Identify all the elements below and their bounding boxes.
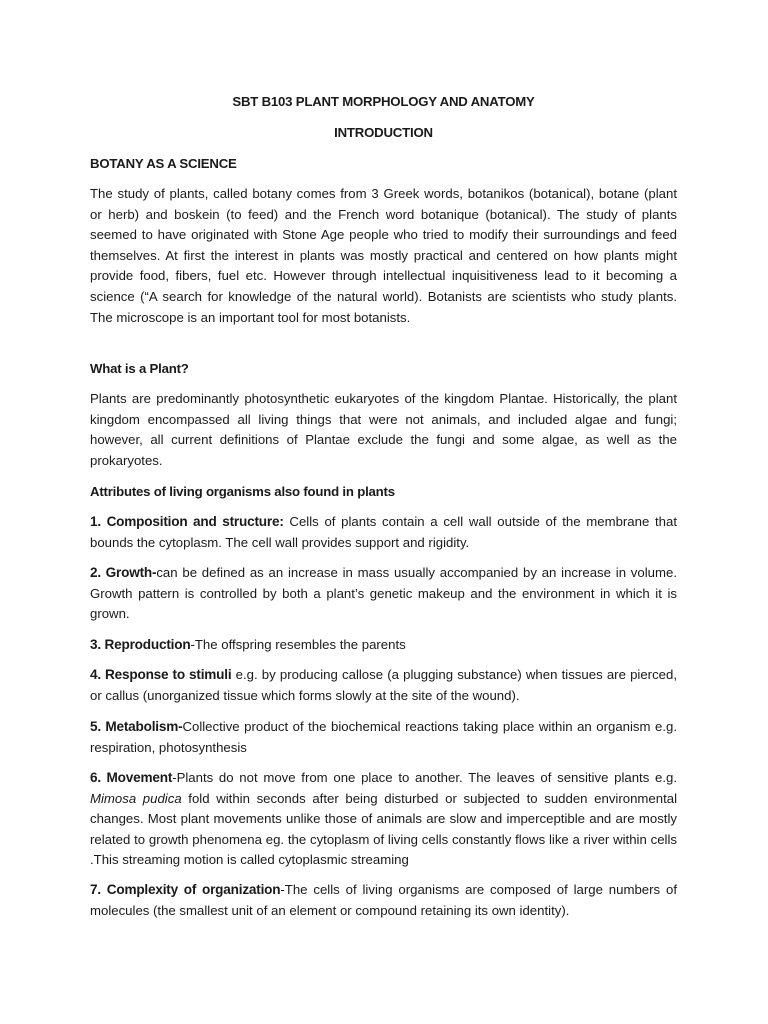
botany-heading: BOTANY AS A SCIENCE: [90, 156, 237, 171]
attribute-text: Collective product of the biochemical reactions taking place within an organism e.g. respiration, photosynthesis: [90, 719, 678, 755]
attribute-lead: 5. Metabolism-: [90, 719, 183, 734]
attribute-lead: 6. Movement: [90, 770, 173, 785]
attribute-lead: 1. Composition and structure:: [90, 514, 284, 529]
botany-paragraph: The study of plants, called botany comes from 3 Greek words, botanikos (botanical), botane (plant or herb) and boskein (to feed) and the French word botanique (botanical). The study of plants seemed to have originated with Stone Age people who tried to modify their surroundings and feed themselves. At first the interest in plants was mostly practical and centered on how plants might provide food, fibers, fuel etc. However through intellectual inquisitiveness lead to it becoming a science (“A search for knowledge of the natural world). Botanists are scientists who study plants. The microscope is an important tool for most botanists.: [90, 186, 677, 325]
attribute-complexity: [90, 880, 677, 921]
attribute-reproduction: [90, 635, 677, 656]
attribute-text-continued: fold within seconds after being disturbed or subjected to sudden environmental changes. Most plant movements unlike those of animals are slow and imperceptible and are mostly related to growth phenomena eg. the cytoplasm of living cells constantly flows like a river within cells .This streaming motion is called cytoplasmic streaming: [90, 790, 677, 868]
course-title: SBT B103 PLANT MORPHOLOGY AND ANATOMY: [232, 94, 535, 109]
attribute-composition: [90, 512, 677, 553]
attribute-text: -The offspring resembles the parents: [190, 637, 406, 652]
attribute-text: -Plants do not move from one place to another. The leaves of sensitive plants e.g.: [172, 770, 678, 785]
attribute-movement: [90, 768, 677, 871]
attributes-heading: Attributes of living organisms also found in plants: [90, 484, 395, 499]
attribute-lead: 7. Complexity of organization: [90, 882, 281, 897]
attribute-growth: [90, 563, 677, 625]
species-name: Mimosa pudica: [90, 790, 182, 806]
section-title: INTRODUCTION: [334, 125, 433, 140]
attribute-text: Cells of plants contain a cell wall outside of the membrane that bounds the cytoplasm. The cell wall provides support and rigidity.: [90, 514, 678, 550]
attribute-text: e.g. by producing callose (a plugging substance) when tissues are pierced, or callus (unorganized tissue which forms slowly at the site of the wound).: [90, 667, 678, 703]
attribute-lead: 2. Growth-: [90, 565, 157, 580]
attribute-lead: 4. Response to stimuli: [90, 667, 232, 682]
plant-paragraph: Plants are predominantly photosynthetic eukaryotes of the kingdom Plantae. Historically, the plant kingdom encompassed all living things that were not animals, and included algae and fungi; however, all current definitions of Plantae exclude the fungi and some algae, as well as the prokaryotes.: [90, 391, 677, 468]
attribute-text: can be defined as an increase in mass usually accompanied by an increase in volume. Growth pattern is controlled by both a plant’s genetic makeup and the environment in which it is grown.: [90, 565, 677, 622]
attribute-response: [90, 665, 677, 706]
attribute-lead: 3. Reproduction: [90, 637, 191, 652]
plant-heading: What is a Plant?: [90, 361, 189, 376]
attribute-metabolism: [90, 717, 677, 758]
attribute-text: -The cells of living organisms are composed of large numbers of molecules (the smallest unit of an element or compound retaining its own identity).: [90, 882, 677, 918]
